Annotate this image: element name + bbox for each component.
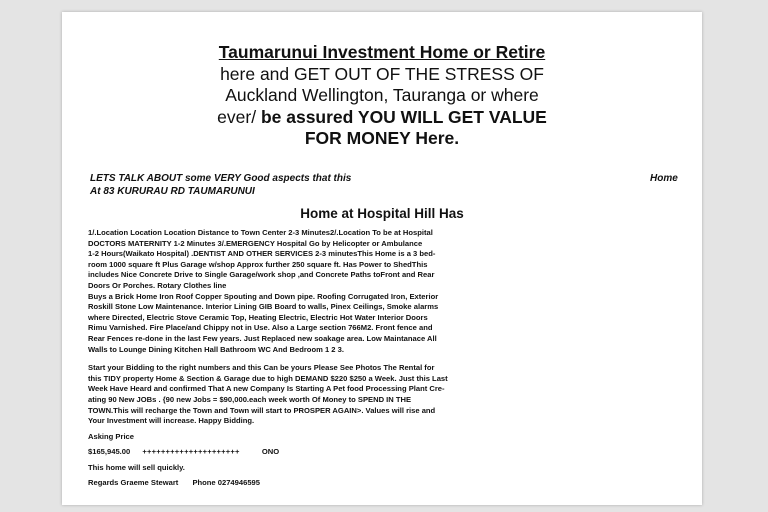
body-line: Walls to Lounge Dining Kitchen Hall Bathroom WC And Bedroom 1 2 3. [88, 344, 344, 354]
paragraph-bidding [88, 363, 684, 427]
headline-line-1: Taumarunui Investment Home or Retire [218, 42, 546, 62]
talk-home-word: Home [650, 173, 678, 184]
body-line: 1-2 Hours(Waikato Hospital) .DENTIST AND OTHER SERVICES 2-3 minutesThis Home is a 3 bed- [88, 249, 436, 259]
talk-line-2: At 83 KURURAU RD TAUMARUNUI [90, 186, 255, 197]
body-line: DOCTORS MATERNITY 1-2 Minutes 3/.EMERGENCY Hospital Go by Helicopter or Ambulance [88, 238, 423, 248]
talk-intro [90, 172, 690, 198]
body-line: Doors Or Porches. Rotary Clothes line [88, 280, 227, 290]
headline-line-4 [62, 107, 702, 129]
body-line: Roskill Stone Low Maintenance. Interior Lining GIB Board to walls, Pinex Ceilings, Smoke alarms [88, 302, 439, 312]
document-page [62, 12, 702, 505]
body-line: room 1000 square ft Plus Garage w/shop Approx further 250 square ft. Has Power to ShedThis [88, 259, 428, 269]
body-line: TOWN.This will recharge the Town and Town will start to PROSPER AGAIN>. Values will rise and [88, 405, 436, 415]
headline-line-5: FOR MONEY Here. [304, 128, 460, 148]
body-line: Rear Fences re-done in the last Few years. Just Replaced new soakage area. Low Maintanace All [88, 333, 437, 343]
headline-line-2: here and GET OUT OF THE STRESS OF [220, 63, 544, 84]
body-line: ating 90 New JOBs . {90 new Jobs = $90,000.each week worth Of Money to SPEND IN THE [88, 394, 412, 404]
price-value: $165,945.00 [88, 447, 131, 457]
sell-note: This home will sell quickly. [88, 462, 185, 472]
headline-line-4-bold: be assured YOU WILL GET VALUE [256, 106, 547, 127]
body-line: Your Investment will increase. Happy Bidding. [88, 416, 255, 426]
price-row [88, 447, 684, 458]
paragraph-features [88, 228, 684, 355]
body-line: Buys a Brick Home Iron Roof Copper Spouting and Down pipe. Roofing Corrugated Iron, Exterior [88, 291, 439, 301]
headline [62, 42, 702, 150]
asking-price-label: Asking Price [88, 431, 135, 441]
body-line: Start your Bidding to the right numbers and this Can be yours Please See Photos The Rental for [88, 363, 435, 373]
regards-signoff: Regards Graeme Stewart [88, 478, 179, 488]
ono-label: ONO [261, 447, 280, 457]
talk-line-1: LETS TALK ABOUT some VERY Good aspects that this [90, 173, 352, 184]
body-line: this TIDY property Home & Section & Garage due to high DEMAND $220 $250 a Week. Just this Last [88, 373, 448, 383]
price-dots: +++++++++++++++++++++ [142, 447, 240, 457]
body-line: Rimu Varnished. Fire Place/and Chippy not in Use. Also a Large section 766M2. Front fence and [88, 323, 433, 333]
body-line: Week Have Heard and confirmed That A new Company Is Starting A Pet food Processing Plant Cre- [88, 384, 445, 394]
body-line: includes Nice Concrete Drive to Single Garage/work shop ,and Concrete Paths toFront and Rear [88, 270, 435, 280]
body-line: where Directed, Electric Stove Ceramic Top, Heating Electric, Electric Hot Water Interior Doors [88, 312, 428, 322]
headline-line-3: Auckland Wellington, Tauranga or where [225, 85, 539, 105]
body-text [88, 228, 684, 489]
phone-number: Phone 0274946595 [192, 478, 260, 488]
subheading: Home at Hospital Hill Has [300, 206, 464, 221]
body-line: 1/.Location Location Location Distance to Town Center 2-3 Minutes2/.Location To be at Hospital [88, 228, 433, 237]
headline-line-4-normal: ever/ [217, 106, 257, 127]
regards-row [88, 478, 684, 489]
